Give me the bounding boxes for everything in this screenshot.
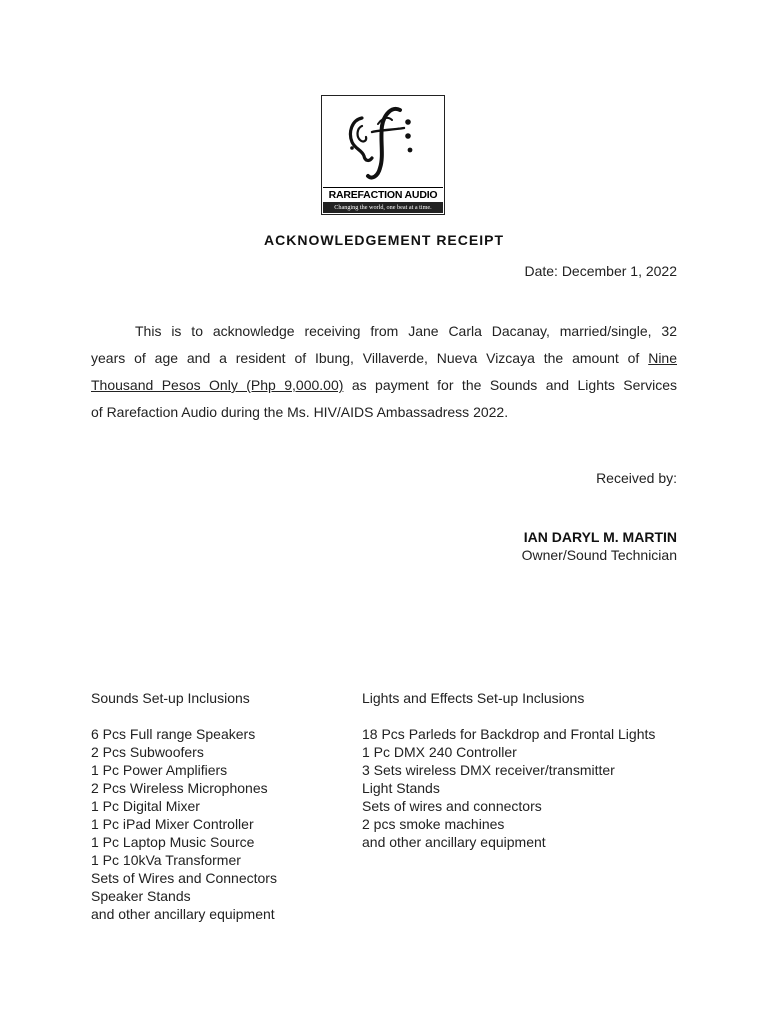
list-item: 18 Pcs Parleds for Backdrop and Frontal Lights [362, 726, 656, 742]
lights-inclusions-heading: Lights and Effects Set-up Inclusions [362, 690, 585, 706]
paragraph-text: as payment for the Sounds and Lights Services [343, 377, 677, 393]
receipt-date: Date: December 1, 2022 [524, 263, 677, 279]
list-item: 1 Pc iPad Mixer Controller [91, 816, 254, 832]
paragraph-line-2 [91, 345, 677, 372]
list-item: 2 Pcs Subwoofers [91, 744, 204, 760]
lights-inclusions [362, 689, 655, 851]
list-item: 2 Pcs Wireless Microphones [91, 780, 268, 796]
paragraph-text: of Rarefaction Audio during the Ms. HIV/AIDS Ambassadress 2022. [91, 404, 509, 420]
list-item: 1 Pc DMX 240 Controller [362, 744, 517, 760]
paragraph-line-3 [91, 372, 677, 399]
paragraph-text: This is to acknowledge receiving from Jane Carla Dacanay, married/single, 32 [135, 323, 677, 339]
list-item: and other ancillary equipment [362, 834, 546, 850]
list-item: Sets of Wires and Connectors [91, 870, 277, 886]
list-item: Sets of wires and connectors [362, 798, 542, 814]
paragraph-line-4 [91, 399, 677, 426]
receipt-title: ACKNOWLEDGEMENT RECEIPT [264, 232, 504, 248]
paragraph-line-1 [91, 318, 677, 345]
company-logo [321, 95, 445, 215]
list-item: 6 Pcs Full range Speakers [91, 726, 256, 742]
signatory-role: Owner/Sound Technician [521, 547, 677, 563]
list-item: Light Stands [362, 780, 440, 796]
logo-tagline: Changing the world, one beat at a time. [323, 202, 443, 213]
list-item: 1 Pc 10kVa Transformer [91, 852, 241, 868]
sounds-inclusions [91, 689, 277, 923]
list-item: 1 Pc Laptop Music Source [91, 834, 255, 850]
list-item: 1 Pc Power Amplifiers [91, 762, 228, 778]
list-item: Speaker Stands [91, 888, 191, 904]
amount-in-words: Nine [648, 350, 677, 366]
paragraph-text: years of age and a resident of Ibung, Villaverde, Nueva Vizcaya the amount of [91, 350, 649, 366]
logo-brand-name: RAREFACTION AUDIO [323, 187, 443, 202]
list-item: and other ancillary equipment [91, 906, 275, 922]
sounds-inclusions-heading: Sounds Set-up Inclusions [91, 690, 250, 706]
receipt-body-paragraph [91, 318, 677, 426]
list-item: 1 Pc Digital Mixer [91, 798, 200, 814]
list-item: 3 Sets wireless DMX receiver/transmitter [362, 762, 615, 778]
amount-in-words: Thousand Pesos Only (Php 9,000.00) [91, 377, 344, 393]
signatory-name: IAN DARYL M. MARTIN [523, 529, 677, 545]
list-item: 2 pcs smoke machines [362, 816, 505, 832]
ear-clef-logo-icon [322, 96, 444, 186]
sounds-inclusions-list [91, 725, 277, 923]
lights-inclusions-list [362, 725, 655, 851]
received-by-label: Received by: [596, 470, 677, 486]
